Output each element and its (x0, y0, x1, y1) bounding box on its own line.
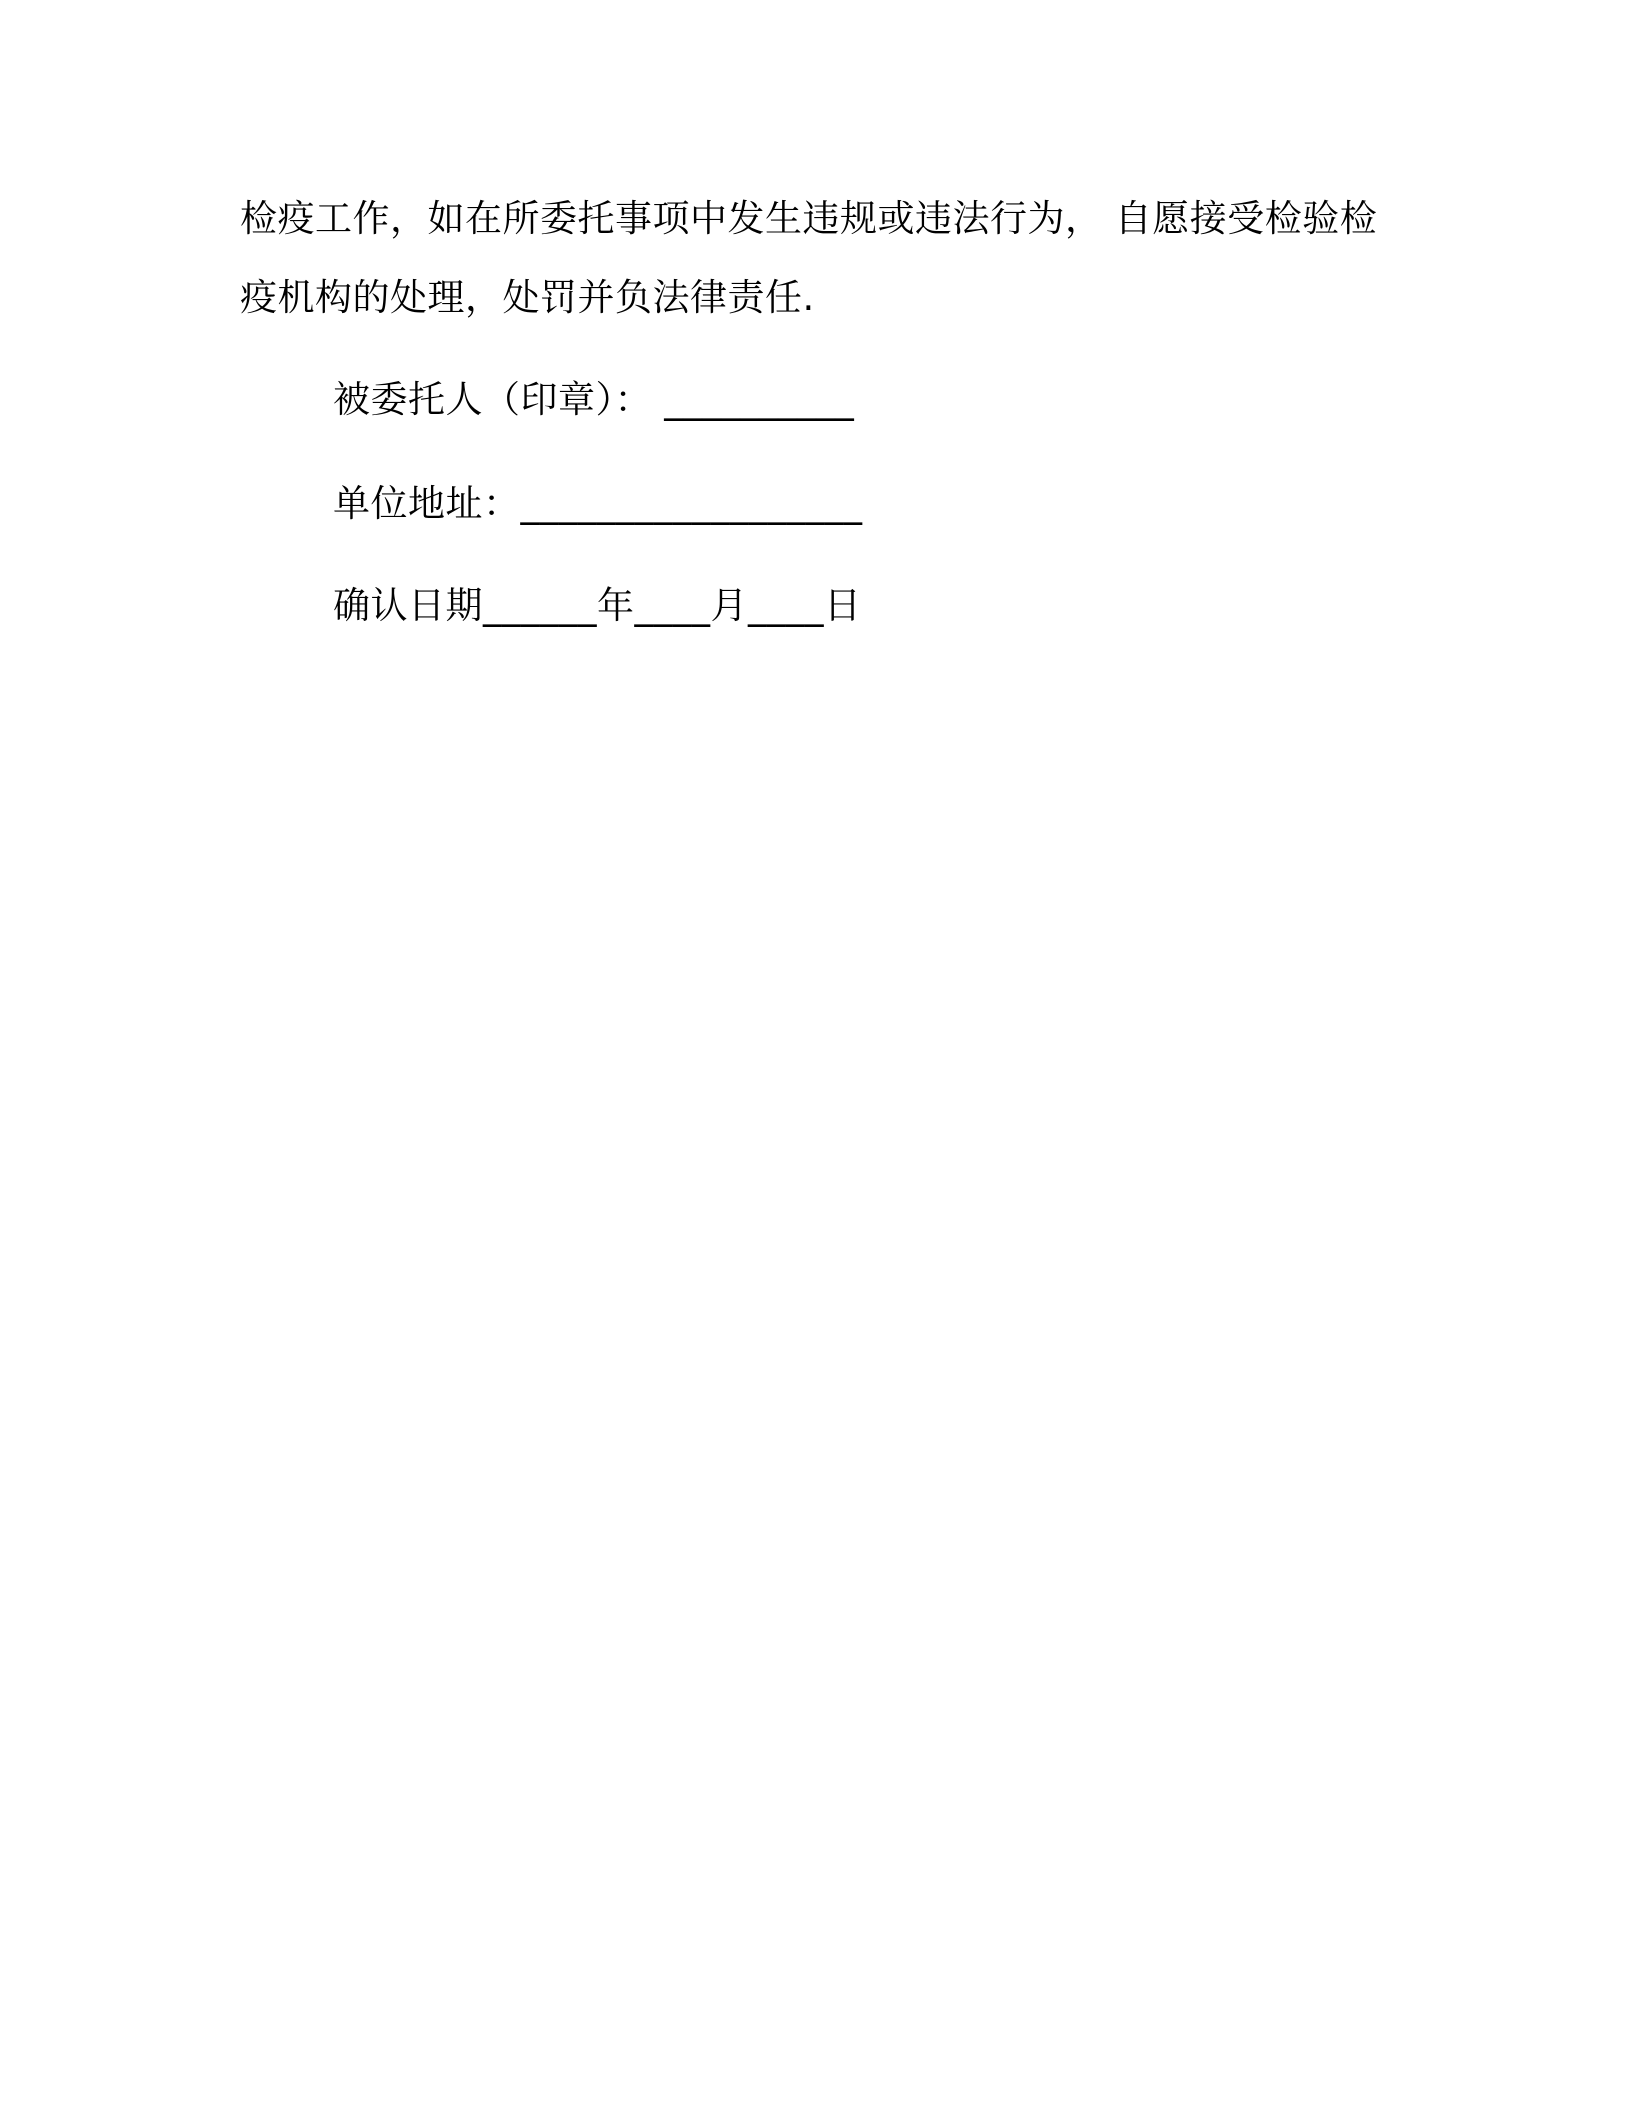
unit-address-field: 单位地址：__________________ (333, 482, 863, 525)
confirmation-date-field: 确认日期______年____月____日 (333, 584, 862, 627)
paragraph-line-2: 疫机构的处理，处罚并负法律责任. (240, 276, 815, 319)
paragraph-line-1: 检疫工作，如在所委托事项中发生违规或违法行为， 自愿接受检验检 (240, 197, 1378, 240)
trustee-seal-field: 被委托人（印章）： __________ (333, 378, 855, 421)
